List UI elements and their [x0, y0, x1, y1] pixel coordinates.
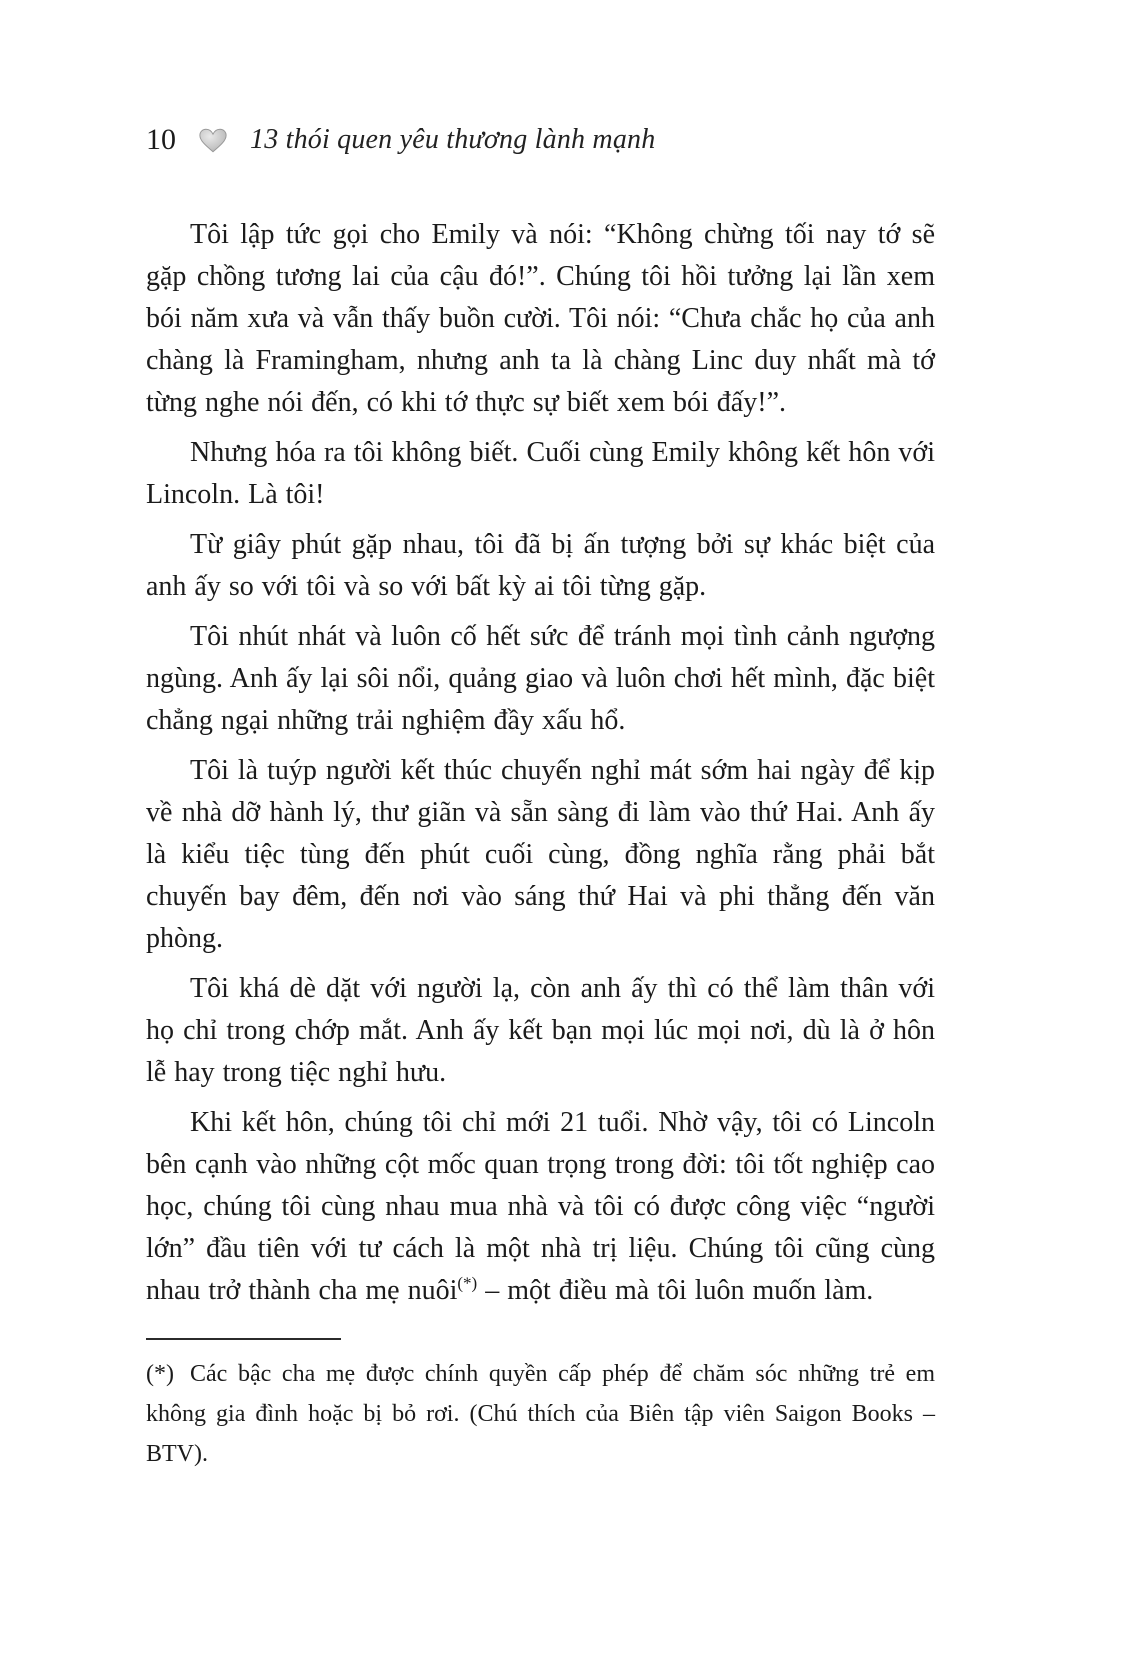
heart-icon — [198, 127, 228, 154]
paragraph-5: Tôi là tuýp người kết thúc chuyến nghỉ mát sớm hai ngày để kịp về nhà dỡ hành lý, thư giãn và sẵn sàng đi làm vào thứ Hai. Anh ấy là kiểu tiệc tùng đến phút cuối cùng, đồng nghĩa rằng phải bắt chuyến bay đêm, đến nơi vào sáng thứ Hai và phi thẳng đến văn phòng. — [146, 755, 935, 954]
footnote-divider — [146, 1338, 341, 1340]
footnote-marker: (*) — [146, 1361, 174, 1387]
paragraph-4: Tôi nhút nhát và luôn cố hết sức để tránh mọi tình cảnh ngượng ngùng. Anh ấy lại sôi nổi, quảng giao và luôn chơi hết mình, đặc biệt chẳng ngại những trải nghiệm đầy xấu hổ. — [146, 621, 935, 736]
page-body — [146, 214, 935, 1312]
paragraph-7 — [146, 1102, 935, 1312]
paragraph-1: Tôi lập tức gọi cho Emily và nói: “Không chừng tối nay tớ sẽ gặp chồng tương lai của cậu đó!”. Chúng tôi hồi tưởng lại lần xem bói năm xưa và vẫn thấy buồn cười. Tôi nói: “Chưa chắc họ của anh chàng là Framingham, nhưng anh ta là chàng Linc duy nhất mà tớ từng nghe nói đến, có khi tớ thực sự biết xem bói đấy!”. — [146, 219, 935, 418]
footnote-body: Các bậc cha mẹ được chính quyền cấp phép để chăm sóc những trẻ em không gia đình hoặc bị bỏ rơi. (Chú thích của Biên tập viên Saigon Books – BTV). — [146, 1361, 935, 1467]
paragraph-2: Nhưng hóa ra tôi không biết. Cuối cùng Emily không kết hôn với Lincoln. Là tôi! — [146, 437, 935, 510]
footnote-reference-marker: (*) — [457, 1273, 478, 1293]
footnote-text — [146, 1354, 935, 1474]
paragraph-7-text: Khi kết hôn, chúng tôi chỉ mới 21 tuổi. Nhờ vậy, tôi có Lincoln bên cạnh vào những cột mốc quan trọng trong đời: tôi tốt nghiệp cao học, chúng tôi cùng nhau mua nhà và tôi có được công việc “người lớn” đầu tiên với tư cách là một nhà trị liệu. Chúng tôi cũng cùng nhau trở thành cha mẹ nuôi — [146, 1107, 935, 1306]
footnote-section — [146, 1338, 935, 1474]
paragraph-3: Từ giây phút gặp nhau, tôi đã bị ấn tượng bởi sự khác biệt của anh ấy so với tôi và so với bất kỳ ai tôi từng gặp. — [146, 529, 935, 602]
paragraph-7-text-after: – một điều mà tôi luôn muốn làm. — [477, 1275, 874, 1306]
page-header — [146, 122, 935, 158]
book-title: 13 thói quen yêu thương lành mạnh — [250, 124, 656, 155]
paragraph-6: Tôi khá dè dặt với người lạ, còn anh ấy thì có thể làm thân với họ chỉ trong chớp mắt. Anh ấy kết bạn mọi lúc mọi nơi, dù là ở hôn lễ hay trong tiệc nghỉ hưu. — [146, 973, 935, 1088]
page-number: 10 — [146, 123, 176, 156]
